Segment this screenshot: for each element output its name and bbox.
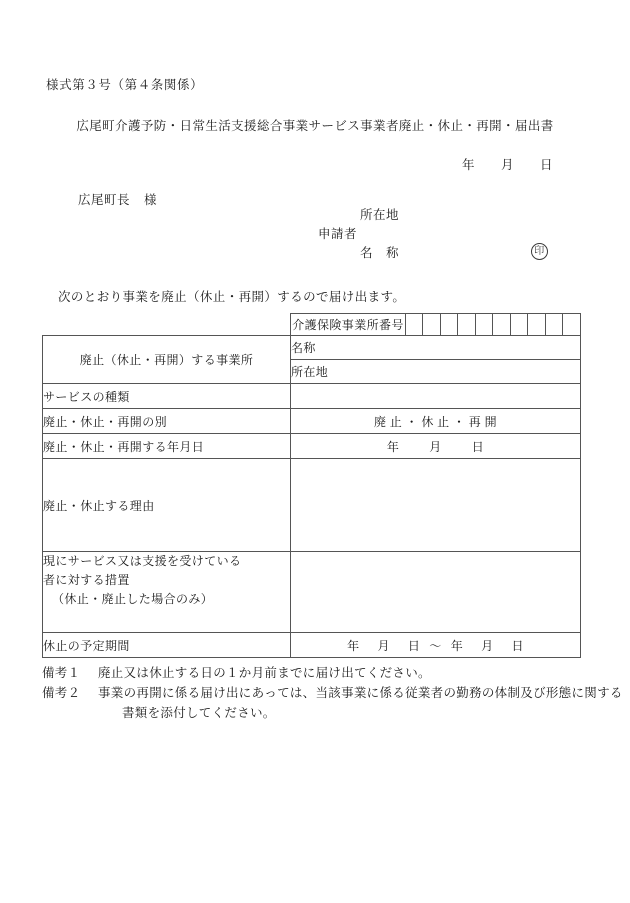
insurance-number-box[interactable]: [423, 314, 440, 335]
classification-value[interactable]: 廃 止 ・ 休 止 ・ 再 開: [291, 409, 581, 434]
insurance-number-box[interactable]: [545, 314, 562, 335]
note-continuation: 書類を添付してください。: [122, 706, 276, 720]
period-to-month: 月: [481, 638, 494, 653]
insurance-number-boxes: [291, 314, 580, 335]
table-row-measures: [43, 552, 581, 633]
effective-date-year: 年: [386, 439, 400, 454]
period-from-year: 年: [347, 638, 360, 653]
insurance-number-label: 介護保険事業所番号: [291, 314, 406, 335]
empty-cell: [43, 314, 291, 336]
insurance-number-box[interactable]: [493, 314, 510, 335]
office-name-value[interactable]: [291, 336, 581, 360]
table-row-office-name: [43, 336, 581, 360]
applicant-name-row: [318, 244, 545, 263]
note-text: 事業の再開に係る届け出にあっては、当該事業に係る従業者の勤務の体制及び形態に関する: [98, 686, 623, 700]
effective-date-value[interactable]: [291, 434, 581, 459]
addressee: [78, 190, 157, 208]
seal-icon: 印: [531, 243, 548, 260]
date-line: [462, 155, 553, 173]
note-label: 備考２: [42, 686, 81, 700]
table-row-effective-date: [43, 434, 581, 459]
lead-sentence: 次のとおり事業を廃止（休止・再開）するので届け出ます。: [58, 290, 406, 304]
suspension-period-label: 休止の予定期間: [43, 633, 291, 658]
note-label: 備考１: [42, 666, 81, 680]
applicant-label: 申請者: [318, 227, 358, 241]
note-item: [42, 663, 602, 683]
applicant-block: [318, 206, 545, 263]
note-text: 廃止又は休止する日の１か月前までに届け出てください。: [98, 666, 431, 680]
measures-label: [43, 552, 291, 633]
insurance-number-box[interactable]: [458, 314, 475, 335]
table-row-service-type: [43, 384, 581, 409]
insurance-number-box[interactable]: [510, 314, 527, 335]
applicant-location-row: [318, 206, 399, 225]
period-from-month: 月: [377, 638, 390, 653]
insurance-number-box[interactable]: [475, 314, 492, 335]
office-name-label: 名称: [291, 341, 316, 355]
note-item: [42, 683, 623, 723]
main-form-table: [42, 313, 581, 658]
measures-label-line3: （休止・廃止した場合のみ）: [52, 592, 214, 606]
notes-section: [42, 663, 623, 723]
service-type-label: サービスの種類: [43, 384, 291, 409]
reason-label: 廃止・休止する理由: [43, 459, 291, 552]
date-day-label: 日: [540, 158, 554, 172]
applicant-name-label: 名 称: [360, 246, 400, 260]
period-tilde: ～: [429, 638, 442, 653]
form-number: 様式第３号（第４条関係）: [46, 78, 204, 92]
suspension-period-value[interactable]: [291, 633, 581, 658]
reason-value[interactable]: [291, 459, 581, 552]
insurance-number-box[interactable]: [406, 314, 423, 335]
service-type-value[interactable]: [291, 384, 581, 409]
measures-label-line1: 現にサービス又は支援を受けている: [43, 554, 242, 568]
effective-date-label: 廃止・休止・再開する年月日: [43, 434, 291, 459]
table-row-suspension-period: [43, 633, 581, 658]
effective-date-month: 月: [429, 439, 442, 454]
office-row-label: 廃止（休止・再開）する事業所: [43, 336, 291, 384]
applicant-location-label: 所在地: [360, 208, 400, 222]
office-location-value[interactable]: [291, 360, 581, 384]
addressee-honorific: 様: [144, 193, 158, 207]
insurance-number-box[interactable]: [528, 314, 545, 335]
table-row-reason: [43, 459, 581, 552]
period-to-day: 日: [511, 638, 524, 653]
addressee-name: 広尾町長: [78, 193, 131, 207]
page-title: 広尾町介護予防・日常生活支援総合事業サービス事業者廃止・休止・再開・届出書: [76, 119, 554, 133]
date-year-label: 年: [462, 158, 476, 172]
period-to-year: 年: [450, 638, 464, 653]
table-row-insurance-number: [43, 314, 581, 336]
measures-value[interactable]: [291, 552, 581, 633]
insurance-number-box[interactable]: [440, 314, 457, 335]
insurance-number-cell: [291, 314, 581, 336]
table-row-classification: [43, 409, 581, 434]
measures-label-line2: 者に対する措置: [43, 573, 130, 587]
applicant-label-row: [318, 225, 399, 244]
office-location-label: 所在地: [291, 365, 329, 379]
date-month-label: 月: [501, 158, 515, 172]
insurance-number-box[interactable]: [562, 314, 580, 335]
period-from-day: 日: [407, 638, 421, 653]
effective-date-day: 日: [471, 439, 485, 454]
classification-label: 廃止・休止・再開の別: [43, 409, 291, 434]
